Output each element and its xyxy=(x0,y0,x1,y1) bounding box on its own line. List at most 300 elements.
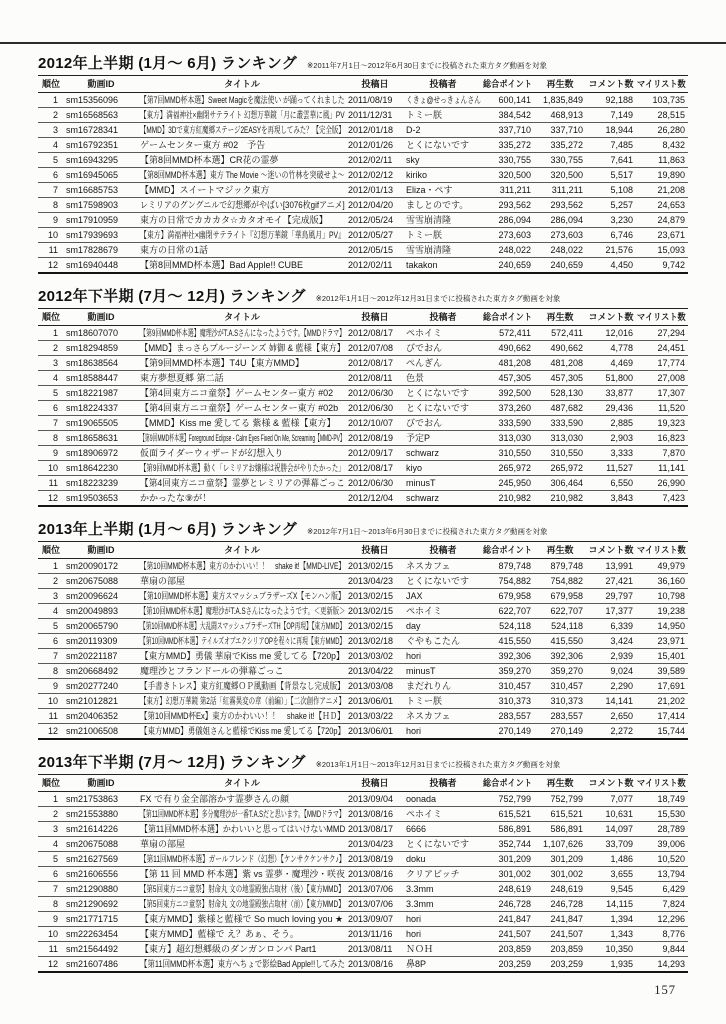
post-date-cell: 2012/07/08 xyxy=(346,341,404,356)
total-points-cell: 311,211 xyxy=(482,183,534,198)
table-row xyxy=(38,213,688,228)
header-row xyxy=(38,309,688,326)
post-date-cell: 2011/08/19 xyxy=(346,93,404,108)
mylist-count-cell: 39,589 xyxy=(636,664,688,679)
post-date-cell: 2012/08/17 xyxy=(346,461,404,476)
comment-count-cell: 1,394 xyxy=(586,912,636,927)
ranking-section xyxy=(38,288,688,507)
rank-cell: 12 xyxy=(38,491,64,507)
mylist-count-cell: 11,520 xyxy=(636,401,688,416)
poster-cell: minusT xyxy=(404,476,482,491)
post-date-cell: 2012/02/11 xyxy=(346,153,404,168)
rank-cell: 11 xyxy=(38,476,64,491)
table-row xyxy=(38,183,688,198)
section-header xyxy=(38,754,688,771)
poster-cell: ぐやもこたん xyxy=(404,634,482,649)
video-id-cell: sm18607070 xyxy=(64,326,138,341)
title-cell: 【東方】満福神社×幽閉サテライト 幻想万華鏡「月に叢雲華に風」PV xyxy=(138,108,346,123)
table-row xyxy=(38,792,688,807)
total-points-cell: 210,982 xyxy=(482,491,534,507)
comment-count-cell: 4,469 xyxy=(586,356,636,371)
post-date-cell: 2013/04/22 xyxy=(346,664,404,679)
play-count-cell: 1,107,626 xyxy=(534,837,586,852)
mylist-count-cell: 21,202 xyxy=(636,694,688,709)
title-cell: 【第10回MMD杯本選】東方スマッシュブラザーズX【モンハン版】 xyxy=(138,589,346,604)
column-header-post-date: 投稿日 xyxy=(346,76,404,93)
column-header-play-count: 再生数 xyxy=(534,76,586,93)
total-points-cell: 310,550 xyxy=(482,446,534,461)
video-id-cell: sm20675088 xyxy=(64,837,138,852)
poster-cell: トミー朕 xyxy=(404,228,482,243)
comment-count-cell: 14,141 xyxy=(586,694,636,709)
comment-count-cell: 33,709 xyxy=(586,837,636,852)
comment-count-cell: 11,527 xyxy=(586,461,636,476)
mylist-count-cell: 27,294 xyxy=(636,326,688,341)
comment-count-cell: 3,843 xyxy=(586,491,636,507)
table-row xyxy=(38,709,688,724)
rank-cell: 11 xyxy=(38,709,64,724)
play-count-cell: 248,022 xyxy=(534,243,586,258)
section-note: ※2012年1月1日～2012年12月31日までに投稿された東方タグ動画を対象 xyxy=(315,294,561,303)
total-points-cell: 490,662 xyxy=(482,341,534,356)
total-points-cell: 335,272 xyxy=(482,138,534,153)
play-count-cell: 270,149 xyxy=(534,724,586,740)
poster-cell: とくにないです xyxy=(404,401,482,416)
rank-cell: 9 xyxy=(38,679,64,694)
play-count-cell: 310,550 xyxy=(534,446,586,461)
table-row xyxy=(38,431,688,446)
mylist-count-cell: 6,429 xyxy=(636,882,688,897)
rank-cell: 7 xyxy=(38,416,64,431)
comment-count-cell: 5,257 xyxy=(586,198,636,213)
rank-cell: 10 xyxy=(38,228,64,243)
title-cell: 【第10回MMD杯本選】テイルズオブエクシリアOPを程々に再現【東方MMD】 xyxy=(138,634,346,649)
post-date-cell: 2011/12/31 xyxy=(346,108,404,123)
table-row xyxy=(38,574,688,589)
post-date-cell: 2013/08/16 xyxy=(346,867,404,882)
poster-cell: D-2 xyxy=(404,123,482,138)
title-cell: 【東方】満福神社×幽閉サテライト『幻想万華鏡「華鳥風月」PV』 xyxy=(138,228,346,243)
title-cell: 魔理沙とフランドールの弾幕ごっこ xyxy=(138,664,346,679)
title-cell: 【東方MMD】藍様で え？あぁ、そう。 xyxy=(138,927,346,942)
table-row xyxy=(38,93,688,108)
column-header-comment-count: コメント数 xyxy=(586,542,636,559)
table-row xyxy=(38,807,688,822)
column-header-rank: 順位 xyxy=(38,775,64,792)
post-date-cell: 2012/08/17 xyxy=(346,356,404,371)
poster-cell: びでおん xyxy=(404,416,482,431)
video-id-cell: sm16943295 xyxy=(64,153,138,168)
title-cell: 【MMD】まっさらブルージーンズ 姉御 & 藍様【東方】 xyxy=(138,341,346,356)
table-row xyxy=(38,461,688,476)
poster-cell: クリアビッチ xyxy=(404,867,482,882)
comment-count-cell: 7,641 xyxy=(586,153,636,168)
video-id-cell: sm17910959 xyxy=(64,213,138,228)
comment-count-cell: 2,650 xyxy=(586,709,636,724)
play-count-cell: 490,662 xyxy=(534,341,586,356)
total-points-cell: 415,550 xyxy=(482,634,534,649)
mylist-count-cell: 28,789 xyxy=(636,822,688,837)
column-header-post-date: 投稿日 xyxy=(346,309,404,326)
play-count-cell: 1,835,849 xyxy=(534,93,586,108)
mylist-count-cell: 24,451 xyxy=(636,341,688,356)
mylist-count-cell: 49,979 xyxy=(636,559,688,574)
mylist-count-cell: 17,307 xyxy=(636,386,688,401)
poster-cell: sky xyxy=(404,153,482,168)
comment-count-cell: 12,016 xyxy=(586,326,636,341)
post-date-cell: 2013/08/16 xyxy=(346,807,404,822)
table-row xyxy=(38,912,688,927)
rank-cell: 7 xyxy=(38,882,64,897)
column-header-mylist-count: マイリスト数 xyxy=(636,309,688,326)
post-date-cell: 2012/01/13 xyxy=(346,183,404,198)
comment-count-cell: 4,778 xyxy=(586,341,636,356)
section-note: ※2013年1月1日～2013年12月31日までに投稿された東方タグ動画を対象 xyxy=(315,760,561,769)
video-id-cell: sm18906972 xyxy=(64,446,138,461)
mylist-count-cell: 10,798 xyxy=(636,589,688,604)
rank-cell: 1 xyxy=(38,326,64,341)
poster-cell: とくにないです xyxy=(404,837,482,852)
rank-cell: 6 xyxy=(38,401,64,416)
table-row xyxy=(38,386,688,401)
video-id-cell: sm20049893 xyxy=(64,604,138,619)
table-row xyxy=(38,416,688,431)
title-cell: 【第9回MMD杯本選】動く「レミリアお嬢様は祝勝会がやりたかった」 xyxy=(138,461,346,476)
rank-cell: 10 xyxy=(38,927,64,942)
play-count-cell: 265,972 xyxy=(534,461,586,476)
poster-cell: 予定P xyxy=(404,431,482,446)
title-cell: 【第11回MMD杯本選】東方へちょで影絵Bad Apple!!してみた xyxy=(138,957,346,973)
poster-cell: kiyo xyxy=(404,461,482,476)
video-id-cell: sm20090172 xyxy=(64,559,138,574)
title-cell: 【第10回MMD杯本選】大乱闘スマッシュブラザーズTH【OP再現】【東方MMD】 xyxy=(138,619,346,634)
poster-cell: びでおん xyxy=(404,341,482,356)
rank-cell: 7 xyxy=(38,183,64,198)
table-row xyxy=(38,123,688,138)
title-cell: 【第11回MMD杯本選】ガールフレンド（幻想）【ケンサクケンサク♪】 xyxy=(138,852,346,867)
title-cell: 【第8回MMD杯本選】Bad Apple!! CUBE xyxy=(138,258,346,274)
mylist-count-cell: 36,160 xyxy=(636,574,688,589)
post-date-cell: 2012/05/27 xyxy=(346,228,404,243)
mylist-count-cell: 11,863 xyxy=(636,153,688,168)
total-points-cell: 273,603 xyxy=(482,228,534,243)
total-points-cell: 246,728 xyxy=(482,897,534,912)
comment-count-cell: 27,421 xyxy=(586,574,636,589)
comment-count-cell: 2,272 xyxy=(586,724,636,740)
comment-count-cell: 33,877 xyxy=(586,386,636,401)
section-header xyxy=(38,521,688,538)
total-points-cell: 457,305 xyxy=(482,371,534,386)
section-title: 2013年上半期 (1月～ 6月) ランキング xyxy=(38,521,297,538)
play-count-cell: 622,707 xyxy=(534,604,586,619)
total-points-cell: 203,859 xyxy=(482,942,534,957)
comment-count-cell: 9,545 xyxy=(586,882,636,897)
video-id-cell: sm16792351 xyxy=(64,138,138,153)
post-date-cell: 2012/10/07 xyxy=(346,416,404,431)
mylist-count-cell: 23,671 xyxy=(636,228,688,243)
rank-cell: 2 xyxy=(38,341,64,356)
play-count-cell: 301,002 xyxy=(534,867,586,882)
comment-count-cell: 3,655 xyxy=(586,867,636,882)
poster-cell: 鼻8P xyxy=(404,957,482,973)
ranking-table xyxy=(38,774,688,973)
total-points-cell: 615,521 xyxy=(482,807,534,822)
title-cell: 【東方】幻想万華鏡 第2話「紅霧異変の章（前編）」【二次創作アニメ】 xyxy=(138,694,346,709)
rank-cell: 1 xyxy=(38,93,64,108)
poster-cell: kiriko xyxy=(404,168,482,183)
column-header-video-id: 動画ID xyxy=(64,542,138,559)
poster-cell: oonada xyxy=(404,792,482,807)
mylist-count-cell: 15,744 xyxy=(636,724,688,740)
table-row xyxy=(38,604,688,619)
comment-count-cell: 3,333 xyxy=(586,446,636,461)
comment-count-cell: 4,450 xyxy=(586,258,636,274)
rank-cell: 8 xyxy=(38,431,64,446)
column-header-mylist-count: マイリスト数 xyxy=(636,775,688,792)
table-row xyxy=(38,664,688,679)
comment-count-cell: 7,485 xyxy=(586,138,636,153)
post-date-cell: 2012/04/20 xyxy=(346,198,404,213)
total-points-cell: 310,457 xyxy=(482,679,534,694)
total-points-cell: 248,619 xyxy=(482,882,534,897)
total-points-cell: 241,847 xyxy=(482,912,534,927)
table-row xyxy=(38,108,688,123)
rank-cell: 4 xyxy=(38,138,64,153)
play-count-cell: 468,913 xyxy=(534,108,586,123)
post-date-cell: 2012/05/15 xyxy=(346,243,404,258)
table-row xyxy=(38,356,688,371)
video-id-cell: sm20675088 xyxy=(64,574,138,589)
total-points-cell: 622,707 xyxy=(482,604,534,619)
play-count-cell: 241,507 xyxy=(534,927,586,942)
table-row xyxy=(38,634,688,649)
rank-cell: 1 xyxy=(38,792,64,807)
comment-count-cell: 2,885 xyxy=(586,416,636,431)
table-row xyxy=(38,649,688,664)
rank-cell: 3 xyxy=(38,356,64,371)
rank-cell: 4 xyxy=(38,604,64,619)
mylist-count-cell: 14,293 xyxy=(636,957,688,973)
play-count-cell: 524,118 xyxy=(534,619,586,634)
column-header-total-points: 総合ポイント xyxy=(482,309,534,326)
column-header-title: タイトル xyxy=(138,76,346,93)
play-count-cell: 572,411 xyxy=(534,326,586,341)
poster-cell: 雪雪崩清隆 xyxy=(404,243,482,258)
title-cell: 【第5回東方ニコ童祭】射命丸 文の地霊殿独占取材（前）【東方MMD】 xyxy=(138,897,346,912)
poster-cell: とくにないです xyxy=(404,386,482,401)
rank-cell: 6 xyxy=(38,634,64,649)
ranking-table xyxy=(38,308,688,507)
total-points-cell: 310,373 xyxy=(482,694,534,709)
column-header-poster: 投稿者 xyxy=(404,542,482,559)
section-title: 2012年下半期 (7月～ 12月) ランキング xyxy=(38,288,306,305)
video-id-cell: sm18223239 xyxy=(64,476,138,491)
mylist-count-cell: 12,296 xyxy=(636,912,688,927)
rank-cell: 9 xyxy=(38,912,64,927)
total-points-cell: 241,507 xyxy=(482,927,534,942)
video-id-cell: sm16940448 xyxy=(64,258,138,274)
title-cell: 【東方】超幻想郷級のダンガンロンパ Part1 xyxy=(138,942,346,957)
total-points-cell: 754,882 xyxy=(482,574,534,589)
rank-cell: 3 xyxy=(38,822,64,837)
video-id-cell: sm21607486 xyxy=(64,957,138,973)
play-count-cell: 320,500 xyxy=(534,168,586,183)
play-count-cell: 240,659 xyxy=(534,258,586,274)
poster-cell: ペホイミ xyxy=(404,807,482,822)
play-count-cell: 415,550 xyxy=(534,634,586,649)
video-id-cell: sm17939693 xyxy=(64,228,138,243)
column-header-poster: 投稿者 xyxy=(404,309,482,326)
poster-cell: 3.3mm xyxy=(404,897,482,912)
comment-count-cell: 6,746 xyxy=(586,228,636,243)
title-cell: 【第5回東方ニコ童祭】射命丸 文の地霊殿独占取材（後）【東方MMD】 xyxy=(138,882,346,897)
play-count-cell: 679,958 xyxy=(534,589,586,604)
page-content xyxy=(38,55,688,987)
comment-count-cell: 7,077 xyxy=(586,792,636,807)
post-date-cell: 2012/12/04 xyxy=(346,491,404,507)
total-points-cell: 752,799 xyxy=(482,792,534,807)
table-row xyxy=(38,882,688,897)
post-date-cell: 2012/02/11 xyxy=(346,258,404,274)
post-date-cell: 2013/02/15 xyxy=(346,604,404,619)
total-points-cell: 600,141 xyxy=(482,93,534,108)
video-id-cell: sm21006508 xyxy=(64,724,138,740)
mylist-count-cell: 15,093 xyxy=(636,243,688,258)
total-points-cell: 586,891 xyxy=(482,822,534,837)
title-cell: 【第11回MMD杯本選】かわいいと思ってはいけないMMD xyxy=(138,822,346,837)
title-cell: 【第10回MMD杯Ex】東方のかわいい！！ shake it!【ＨＤ】 xyxy=(138,709,346,724)
rank-cell: 12 xyxy=(38,258,64,274)
poster-cell: hori xyxy=(404,724,482,740)
title-cell: 【東方MMD】勇儀姐さんと藍様でKiss me 愛してる【720p】 xyxy=(138,724,346,740)
title-cell: 仮面ライダーウィザードが幻想入り xyxy=(138,446,346,461)
total-points-cell: 481,208 xyxy=(482,356,534,371)
poster-cell: hori xyxy=(404,649,482,664)
mylist-count-cell: 9,742 xyxy=(636,258,688,274)
table-row xyxy=(38,619,688,634)
ranking-table xyxy=(38,75,688,274)
mylist-count-cell: 26,280 xyxy=(636,123,688,138)
column-header-title: タイトル xyxy=(138,542,346,559)
play-count-cell: 359,270 xyxy=(534,664,586,679)
poster-cell: hori xyxy=(404,927,482,942)
total-points-cell: 301,209 xyxy=(482,852,534,867)
ranking-section xyxy=(38,754,688,973)
total-points-cell: 283,557 xyxy=(482,709,534,724)
post-date-cell: 2013/02/15 xyxy=(346,559,404,574)
play-count-cell: 273,603 xyxy=(534,228,586,243)
mylist-count-cell: 19,890 xyxy=(636,168,688,183)
mylist-count-cell: 27,008 xyxy=(636,371,688,386)
poster-cell: くきょ@せっきょんさん xyxy=(404,93,482,108)
page-header-rule xyxy=(0,42,726,44)
title-cell: 【第7回MMD杯本選】Sweet Magicを魔法使い が踊ってくれました xyxy=(138,93,346,108)
post-date-cell: 2012/08/17 xyxy=(346,326,404,341)
column-header-post-date: 投稿日 xyxy=(346,775,404,792)
rank-cell: 10 xyxy=(38,694,64,709)
total-points-cell: 330,755 xyxy=(482,153,534,168)
column-header-total-points: 総合ポイント xyxy=(482,775,534,792)
ranking-table xyxy=(38,541,688,740)
rank-cell: 8 xyxy=(38,664,64,679)
post-date-cell: 2012/09/17 xyxy=(346,446,404,461)
comment-count-cell: 2,939 xyxy=(586,649,636,664)
video-id-cell: sm21012821 xyxy=(64,694,138,709)
column-header-mylist-count: マイリスト数 xyxy=(636,76,688,93)
video-id-cell: sm20406352 xyxy=(64,709,138,724)
post-date-cell: 2013/09/07 xyxy=(346,912,404,927)
mylist-count-cell: 28,515 xyxy=(636,108,688,123)
rank-cell: 2 xyxy=(38,108,64,123)
video-id-cell: sm16568563 xyxy=(64,108,138,123)
section-note: ※2012年7月1日～2013年6月30日までに投稿された東方タグ動画を対象 xyxy=(307,527,548,536)
rank-cell: 12 xyxy=(38,957,64,973)
comment-count-cell: 1,935 xyxy=(586,957,636,973)
title-cell: 【第11回MMD杯本選】多分魔理沙が一番T.A.Sだと思います。【MMDドラマ】 xyxy=(138,807,346,822)
ranking-section xyxy=(38,55,688,274)
poster-cell: ペホイミ xyxy=(404,604,482,619)
mylist-count-cell: 15,530 xyxy=(636,807,688,822)
rank-cell: 6 xyxy=(38,867,64,882)
table-row xyxy=(38,168,688,183)
video-id-cell: sm21771715 xyxy=(64,912,138,927)
table-row xyxy=(38,942,688,957)
comment-count-cell: 3,424 xyxy=(586,634,636,649)
mylist-count-cell: 19,323 xyxy=(636,416,688,431)
post-date-cell: 2013/08/16 xyxy=(346,957,404,973)
title-cell: 【第4回東方ニコ童祭】ゲームセンター東方 #02 xyxy=(138,386,346,401)
table-row xyxy=(38,326,688,341)
play-count-cell: 286,094 xyxy=(534,213,586,228)
ranking-sections xyxy=(38,55,688,973)
poster-cell: JAX xyxy=(404,589,482,604)
rank-cell: 2 xyxy=(38,807,64,822)
title-cell: 【東方MMD】紫様と藍様で So much loving you ★ xyxy=(138,912,346,927)
post-date-cell: 2013/02/15 xyxy=(346,619,404,634)
table-row xyxy=(38,724,688,740)
total-points-cell: 392,306 xyxy=(482,649,534,664)
total-points-cell: 265,972 xyxy=(482,461,534,476)
post-date-cell: 2012/08/11 xyxy=(346,371,404,386)
total-points-cell: 384,542 xyxy=(482,108,534,123)
mylist-count-cell: 21,208 xyxy=(636,183,688,198)
poster-cell: 3.3mm xyxy=(404,882,482,897)
mylist-count-cell: 19,238 xyxy=(636,604,688,619)
post-date-cell: 2012/06/30 xyxy=(346,401,404,416)
mylist-count-cell: 8,432 xyxy=(636,138,688,153)
comment-count-cell: 14,115 xyxy=(586,897,636,912)
video-id-cell: sm16685753 xyxy=(64,183,138,198)
poster-cell: schwarz xyxy=(404,446,482,461)
comment-count-cell: 5,517 xyxy=(586,168,636,183)
post-date-cell: 2013/03/08 xyxy=(346,679,404,694)
play-count-cell: 311,211 xyxy=(534,183,586,198)
table-row xyxy=(38,589,688,604)
table-row xyxy=(38,491,688,507)
title-cell: 東方の日常でカカカタ☆カタオモイ【完成版】 xyxy=(138,213,346,228)
title-cell: 東方夢想夏郷 第二話 xyxy=(138,371,346,386)
mylist-count-cell: 24,879 xyxy=(636,213,688,228)
rank-cell: 5 xyxy=(38,153,64,168)
title-cell: FX で有り金全部溶かす霊夢さんの顔 xyxy=(138,792,346,807)
table-row xyxy=(38,243,688,258)
title-cell: 華扇の部屋 xyxy=(138,837,346,852)
post-date-cell: 2012/01/18 xyxy=(346,123,404,138)
table-row xyxy=(38,852,688,867)
mylist-count-cell: 17,414 xyxy=(636,709,688,724)
poster-cell: ネスカフェ xyxy=(404,559,482,574)
header-row xyxy=(38,775,688,792)
